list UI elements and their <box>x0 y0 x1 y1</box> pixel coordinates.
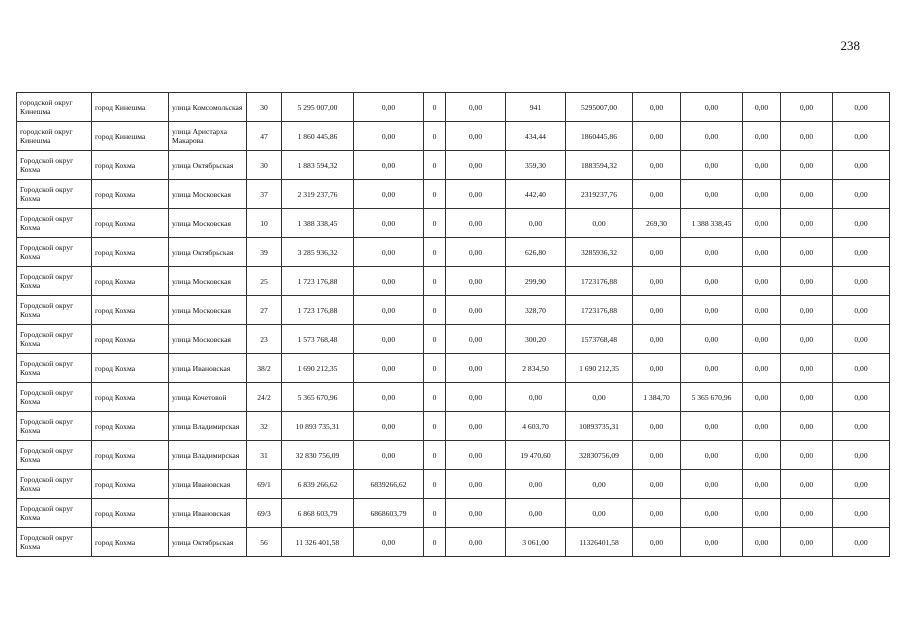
cell-locality: город Кохма <box>92 354 169 383</box>
cell-count: 0 <box>424 470 446 499</box>
cell-val-1: 0,00 <box>743 383 781 412</box>
cell-val-3: 0,00 <box>833 122 890 151</box>
table-row <box>17 383 890 412</box>
cell-cost-3: 11326401,58 <box>566 528 633 557</box>
cell-val-3: 0,00 <box>833 383 890 412</box>
cell-cost-1: 0,00 <box>354 354 424 383</box>
cell-cost-3: 5295007,00 <box>566 93 633 122</box>
cell-val-1: 0,00 <box>743 412 781 441</box>
table-row <box>17 412 890 441</box>
cell-municipality: Городской округ Кохма <box>17 499 92 528</box>
cell-municipality: Городской округ Кохма <box>17 238 92 267</box>
cell-val-2: 0,00 <box>781 499 833 528</box>
cell-street: улица Октябрьская <box>169 528 247 557</box>
cell-cost-2: 0,00 <box>446 470 506 499</box>
cell-cost-2: 0,00 <box>446 325 506 354</box>
cell-val-3: 0,00 <box>833 238 890 267</box>
register-table <box>16 92 890 557</box>
cell-municipality: Городской округ Кохма <box>17 354 92 383</box>
cell-cost-2: 0,00 <box>446 267 506 296</box>
cell-cost-2: 0,00 <box>446 383 506 412</box>
table-row <box>17 180 890 209</box>
cell-val-2: 0,00 <box>781 209 833 238</box>
table-row <box>17 354 890 383</box>
cell-cost-total: 1 723 176,88 <box>282 267 354 296</box>
cell-area-1: 2 834,50 <box>506 354 566 383</box>
cell-cost-1: 6868603,79 <box>354 499 424 528</box>
cell-area-2: 0,00 <box>633 296 681 325</box>
cell-val-3: 0,00 <box>833 296 890 325</box>
cell-cost-3: 10893735,31 <box>566 412 633 441</box>
cell-area-2: 0,00 <box>633 151 681 180</box>
cell-area-2: 0,00 <box>633 267 681 296</box>
cell-cost-total: 10 893 735,31 <box>282 412 354 441</box>
cell-count: 0 <box>424 354 446 383</box>
cell-municipality: Городской округ Кохма <box>17 209 92 238</box>
cell-municipality: Городской округ Кохма <box>17 267 92 296</box>
cell-area-2: 0,00 <box>633 180 681 209</box>
cell-locality: город Кохма <box>92 528 169 557</box>
cell-area-2: 0,00 <box>633 93 681 122</box>
cell-cost-2: 0,00 <box>446 528 506 557</box>
table-row <box>17 93 890 122</box>
cell-cost-total: 1 573 768,48 <box>282 325 354 354</box>
cell-area-1: 0,00 <box>506 470 566 499</box>
cell-area-2: 0,00 <box>633 325 681 354</box>
cell-val-2: 0,00 <box>781 151 833 180</box>
cell-val-3: 0,00 <box>833 499 890 528</box>
cell-count: 0 <box>424 383 446 412</box>
cell-cost-total: 1 388 338,45 <box>282 209 354 238</box>
cell-cost-3: 0,00 <box>566 470 633 499</box>
cell-val-2: 0,00 <box>781 470 833 499</box>
cell-area-1: 299,90 <box>506 267 566 296</box>
cell-count: 0 <box>424 499 446 528</box>
cell-cost-total: 5 365 670,96 <box>282 383 354 412</box>
cell-count: 0 <box>424 209 446 238</box>
cell-municipality: Городской округ Кохма <box>17 412 92 441</box>
cell-municipality: Городской округ Кохма <box>17 470 92 499</box>
cell-municipality: Городской округ Кохма <box>17 325 92 354</box>
cell-count: 0 <box>424 180 446 209</box>
cell-locality: город Кохма <box>92 325 169 354</box>
cell-val-1: 0,00 <box>743 238 781 267</box>
cell-street: улица Ивановская <box>169 499 247 528</box>
cell-municipality: Городской округ Кохма <box>17 180 92 209</box>
cell-cost-4: 0,00 <box>681 528 743 557</box>
table-row <box>17 528 890 557</box>
cell-cost-3: 32830756,09 <box>566 441 633 470</box>
cell-street: улица Московская <box>169 209 247 238</box>
cell-val-1: 0,00 <box>743 180 781 209</box>
cell-area-1: 3 061,00 <box>506 528 566 557</box>
cell-area-2: 0,00 <box>633 354 681 383</box>
cell-cost-3: 1883594,32 <box>566 151 633 180</box>
cell-val-2: 0,00 <box>781 180 833 209</box>
cell-cost-4: 0,00 <box>681 412 743 441</box>
cell-cost-4: 5 365 670,96 <box>681 383 743 412</box>
cell-cost-3: 1 690 212,35 <box>566 354 633 383</box>
cell-house: 39 <box>247 238 282 267</box>
cell-cost-3: 3285936,32 <box>566 238 633 267</box>
cell-locality: город Кохма <box>92 267 169 296</box>
table-row <box>17 296 890 325</box>
cell-cost-1: 0,00 <box>354 296 424 325</box>
cell-val-1: 0,00 <box>743 122 781 151</box>
cell-cost-2: 0,00 <box>446 151 506 180</box>
cell-locality: город Кохма <box>92 180 169 209</box>
cell-cost-3: 0,00 <box>566 209 633 238</box>
cell-cost-3: 2319237,76 <box>566 180 633 209</box>
cell-area-1: 19 470,60 <box>506 441 566 470</box>
cell-street: улица Комсомольская <box>169 93 247 122</box>
cell-val-1: 0,00 <box>743 209 781 238</box>
cell-house: 38/2 <box>247 354 282 383</box>
cell-locality: город Кохма <box>92 296 169 325</box>
cell-locality: город Кохма <box>92 383 169 412</box>
table-row <box>17 470 890 499</box>
cell-val-2: 0,00 <box>781 325 833 354</box>
cell-area-2: 0,00 <box>633 499 681 528</box>
cell-cost-3: 0,00 <box>566 383 633 412</box>
cell-count: 0 <box>424 528 446 557</box>
cell-area-1: 300,20 <box>506 325 566 354</box>
cell-cost-2: 0,00 <box>446 354 506 383</box>
cell-municipality: Городской округ Кохма <box>17 441 92 470</box>
cell-cost-3: 0,00 <box>566 499 633 528</box>
cell-val-3: 0,00 <box>833 151 890 180</box>
cell-cost-total: 6 839 266,62 <box>282 470 354 499</box>
cell-locality: город Кинешма <box>92 122 169 151</box>
cell-val-2: 0,00 <box>781 93 833 122</box>
cell-val-1: 0,00 <box>743 441 781 470</box>
cell-val-1: 0,00 <box>743 93 781 122</box>
cell-house: 37 <box>247 180 282 209</box>
table-row <box>17 267 890 296</box>
cell-val-2: 0,00 <box>781 296 833 325</box>
cell-cost-total: 11 326 401,58 <box>282 528 354 557</box>
cell-cost-4: 0,00 <box>681 238 743 267</box>
cell-cost-3: 1723176,88 <box>566 296 633 325</box>
cell-locality: город Кохма <box>92 209 169 238</box>
cell-cost-2: 0,00 <box>446 499 506 528</box>
cell-cost-1: 0,00 <box>354 180 424 209</box>
cell-val-2: 0,00 <box>781 528 833 557</box>
cell-cost-2: 0,00 <box>446 209 506 238</box>
cell-area-2: 0,00 <box>633 528 681 557</box>
cell-val-3: 0,00 <box>833 267 890 296</box>
cell-val-3: 0,00 <box>833 528 890 557</box>
cell-cost-2: 0,00 <box>446 441 506 470</box>
cell-val-2: 0,00 <box>781 441 833 470</box>
table-row <box>17 238 890 267</box>
cell-count: 0 <box>424 238 446 267</box>
cell-area-1: 4 603,70 <box>506 412 566 441</box>
cell-area-1: 434,44 <box>506 122 566 151</box>
cell-cost-1: 0,00 <box>354 93 424 122</box>
cell-val-1: 0,00 <box>743 267 781 296</box>
cell-municipality: городской округ Кинешма <box>17 122 92 151</box>
cell-cost-total: 1 883 594,32 <box>282 151 354 180</box>
cell-cost-total: 1 690 212,35 <box>282 354 354 383</box>
cell-cost-total: 1 723 176,88 <box>282 296 354 325</box>
table-row <box>17 122 890 151</box>
cell-house: 30 <box>247 93 282 122</box>
cell-area-1: 941 <box>506 93 566 122</box>
cell-val-1: 0,00 <box>743 528 781 557</box>
cell-cost-4: 0,00 <box>681 151 743 180</box>
cell-val-1: 0,00 <box>743 151 781 180</box>
cell-area-1: 442,40 <box>506 180 566 209</box>
cell-cost-total: 1 860 445,86 <box>282 122 354 151</box>
cell-street: улица Ивановская <box>169 354 247 383</box>
cell-val-2: 0,00 <box>781 383 833 412</box>
cell-cost-3: 1573768,48 <box>566 325 633 354</box>
cell-val-2: 0,00 <box>781 122 833 151</box>
cell-count: 0 <box>424 412 446 441</box>
table-row <box>17 499 890 528</box>
cell-val-2: 0,00 <box>781 267 833 296</box>
cell-cost-1: 0,00 <box>354 325 424 354</box>
cell-house: 31 <box>247 441 282 470</box>
table-row <box>17 441 890 470</box>
cell-house: 10 <box>247 209 282 238</box>
cell-locality: город Кохма <box>92 151 169 180</box>
cell-val-3: 0,00 <box>833 470 890 499</box>
cell-count: 0 <box>424 267 446 296</box>
cell-cost-4: 0,00 <box>681 296 743 325</box>
cell-cost-total: 2 319 237,76 <box>282 180 354 209</box>
cell-locality: город Кохма <box>92 238 169 267</box>
cell-area-2: 0,00 <box>633 441 681 470</box>
table-row <box>17 209 890 238</box>
cell-house: 30 <box>247 151 282 180</box>
cell-cost-1: 0,00 <box>354 122 424 151</box>
table-row <box>17 325 890 354</box>
cell-val-3: 0,00 <box>833 325 890 354</box>
cell-val-3: 0,00 <box>833 441 890 470</box>
cell-house: 23 <box>247 325 282 354</box>
cell-locality: город Кохма <box>92 499 169 528</box>
cell-val-1: 0,00 <box>743 296 781 325</box>
cell-municipality: городской округ Кинешма <box>17 93 92 122</box>
cell-house: 25 <box>247 267 282 296</box>
cell-cost-total: 6 868 603,79 <box>282 499 354 528</box>
register-table-body <box>17 93 890 557</box>
cell-cost-total: 32 830 756,09 <box>282 441 354 470</box>
cell-count: 0 <box>424 325 446 354</box>
cell-val-3: 0,00 <box>833 180 890 209</box>
cell-cost-2: 0,00 <box>446 93 506 122</box>
cell-street: улица Московская <box>169 325 247 354</box>
cell-street: улица Октябрьская <box>169 151 247 180</box>
cell-val-1: 0,00 <box>743 470 781 499</box>
cell-municipality: Городской округ Кохма <box>17 383 92 412</box>
cell-cost-4: 0,00 <box>681 325 743 354</box>
cell-area-2: 0,00 <box>633 412 681 441</box>
cell-cost-1: 6839266,62 <box>354 470 424 499</box>
cell-val-2: 0,00 <box>781 354 833 383</box>
cell-area-1: 328,70 <box>506 296 566 325</box>
cell-cost-1: 0,00 <box>354 209 424 238</box>
cell-locality: город Кохма <box>92 470 169 499</box>
cell-val-3: 0,00 <box>833 412 890 441</box>
cell-cost-total: 5 295 007,00 <box>282 93 354 122</box>
cell-cost-4: 0,00 <box>681 354 743 383</box>
cell-cost-2: 0,00 <box>446 296 506 325</box>
cell-street: улица Аристарха Макарова <box>169 122 247 151</box>
cell-val-3: 0,00 <box>833 209 890 238</box>
cell-street: улица Московская <box>169 296 247 325</box>
cell-cost-1: 0,00 <box>354 267 424 296</box>
cell-locality: город Кинешма <box>92 93 169 122</box>
cell-val-3: 0,00 <box>833 93 890 122</box>
cell-cost-3: 1723176,88 <box>566 267 633 296</box>
cell-cost-4: 1 388 338,45 <box>681 209 743 238</box>
cell-cost-4: 0,00 <box>681 499 743 528</box>
cell-area-1: 0,00 <box>506 499 566 528</box>
cell-val-1: 0,00 <box>743 499 781 528</box>
cell-street: улица Владимирская <box>169 412 247 441</box>
cell-cost-1: 0,00 <box>354 383 424 412</box>
cell-cost-1: 0,00 <box>354 412 424 441</box>
cell-house: 27 <box>247 296 282 325</box>
cell-cost-3: 1860445,86 <box>566 122 633 151</box>
cell-area-2: 0,00 <box>633 238 681 267</box>
cell-count: 0 <box>424 93 446 122</box>
cell-street: улица Октябрьская <box>169 238 247 267</box>
cell-street: улица Московская <box>169 267 247 296</box>
cell-area-2: 1 384,70 <box>633 383 681 412</box>
cell-street: улица Ивановская <box>169 470 247 499</box>
cell-cost-2: 0,00 <box>446 412 506 441</box>
cell-house: 24/2 <box>247 383 282 412</box>
cell-val-1: 0,00 <box>743 354 781 383</box>
cell-area-1: 359,30 <box>506 151 566 180</box>
cell-cost-4: 0,00 <box>681 267 743 296</box>
cell-municipality: Городской округ Кохма <box>17 528 92 557</box>
cell-area-2: 269,30 <box>633 209 681 238</box>
cell-house: 69/1 <box>247 470 282 499</box>
cell-val-2: 0,00 <box>781 238 833 267</box>
cell-cost-4: 0,00 <box>681 470 743 499</box>
cell-cost-4: 0,00 <box>681 180 743 209</box>
cell-house: 69/3 <box>247 499 282 528</box>
cell-cost-4: 0,00 <box>681 441 743 470</box>
cell-count: 0 <box>424 296 446 325</box>
cell-street: улица Владимирская <box>169 441 247 470</box>
cell-cost-1: 0,00 <box>354 238 424 267</box>
cell-cost-2: 0,00 <box>446 238 506 267</box>
cell-house: 56 <box>247 528 282 557</box>
cell-area-1: 0,00 <box>506 383 566 412</box>
cell-area-2: 0,00 <box>633 470 681 499</box>
cell-cost-1: 0,00 <box>354 528 424 557</box>
cell-cost-1: 0,00 <box>354 151 424 180</box>
page-number: 238 <box>840 38 860 53</box>
cell-area-2: 0,00 <box>633 122 681 151</box>
cell-cost-2: 0,00 <box>446 180 506 209</box>
cell-val-1: 0,00 <box>743 325 781 354</box>
cell-val-2: 0,00 <box>781 412 833 441</box>
cell-house: 47 <box>247 122 282 151</box>
cell-municipality: Городской округ Кохма <box>17 151 92 180</box>
cell-locality: город Кохма <box>92 441 169 470</box>
cell-municipality: Городской округ Кохма <box>17 296 92 325</box>
cell-cost-total: 3 285 936,32 <box>282 238 354 267</box>
cell-area-1: 626,80 <box>506 238 566 267</box>
cell-cost-2: 0,00 <box>446 122 506 151</box>
cell-count: 0 <box>424 151 446 180</box>
cell-locality: город Кохма <box>92 412 169 441</box>
cell-house: 32 <box>247 412 282 441</box>
cell-count: 0 <box>424 122 446 151</box>
cell-area-1: 0,00 <box>506 209 566 238</box>
cell-cost-4: 0,00 <box>681 93 743 122</box>
cell-cost-1: 0,00 <box>354 441 424 470</box>
table-row <box>17 151 890 180</box>
cell-cost-4: 0,00 <box>681 122 743 151</box>
cell-street: улица Московская <box>169 180 247 209</box>
cell-val-3: 0,00 <box>833 354 890 383</box>
cell-count: 0 <box>424 441 446 470</box>
cell-street: улица Кочетовой <box>169 383 247 412</box>
